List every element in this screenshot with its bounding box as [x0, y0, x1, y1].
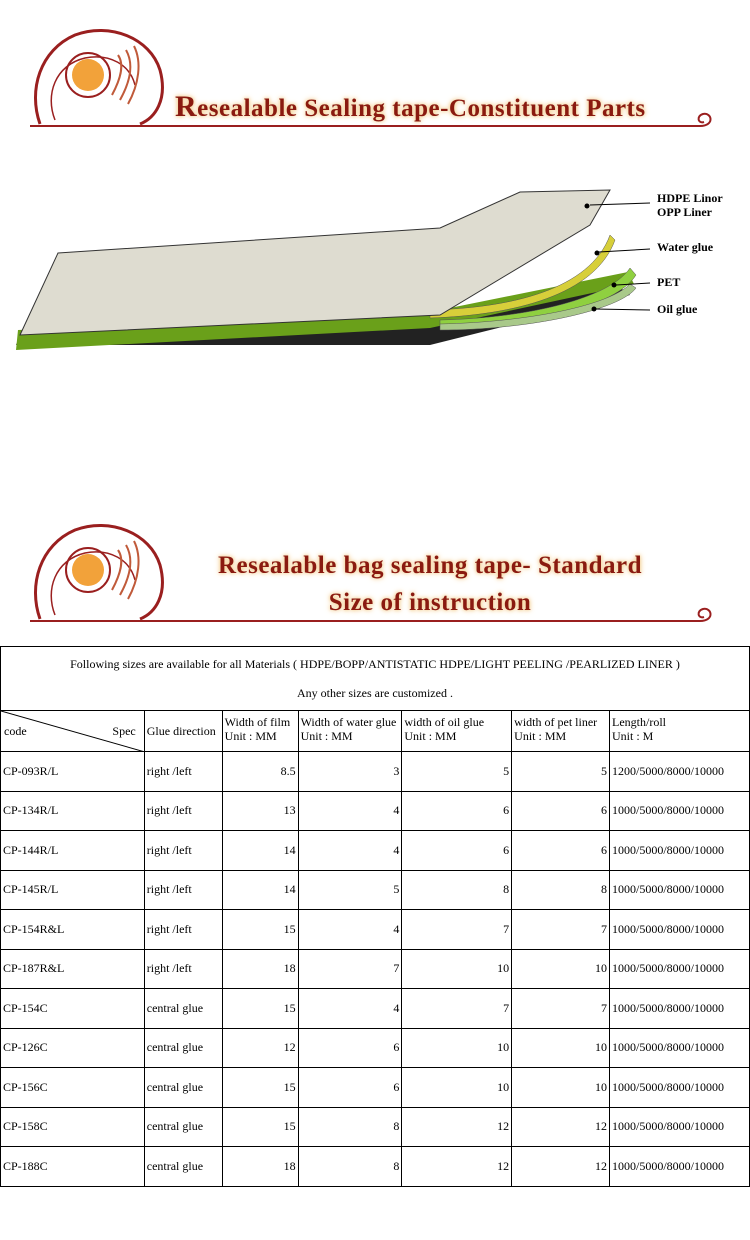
table-intro-cell	[1, 647, 750, 711]
header-length-label: Length/roll	[612, 715, 666, 729]
header-unit: Unit : MM	[514, 729, 567, 743]
label-hdpe-liner: HDPE Linor	[657, 191, 723, 205]
cell-code: CP-154C	[1, 989, 145, 1029]
cell-length-roll: 1000/5000/8000/10000	[610, 831, 750, 871]
cell-film-width: 18	[222, 1147, 298, 1187]
cell-pet-liner-width: 10	[512, 1028, 610, 1068]
label-opp-liner: OPP Liner	[657, 205, 712, 219]
cell-oil-glue-width: 12	[402, 1107, 512, 1147]
cell-water-glue-width: 4	[298, 791, 402, 831]
banner-title-line1: Resealable bag sealing tape- Standard	[217, 552, 643, 579]
cell-length-roll: 1000/5000/8000/10000	[610, 910, 750, 950]
cell-length-roll: 1000/5000/8000/10000	[610, 870, 750, 910]
cell-oil-glue-width: 6	[402, 831, 512, 871]
header-water-label: Width of water glue	[300, 715, 397, 729]
cell-film-width: 12	[222, 1028, 298, 1068]
cell-length-roll: 1000/5000/8000/10000	[610, 1028, 750, 1068]
cell-oil-glue-width: 10	[402, 1028, 512, 1068]
cell-pet-liner-width: 5	[512, 752, 610, 792]
header-pet-liner-width	[512, 711, 610, 752]
table-intro-row	[1, 647, 750, 711]
cell-pet-liner-width: 7	[512, 989, 610, 1029]
header-oil-glue-width	[402, 711, 512, 752]
banner-title	[175, 90, 646, 124]
table-row	[1, 989, 750, 1029]
cell-film-width: 18	[222, 949, 298, 989]
cell-length-roll: 1200/5000/8000/10000	[610, 752, 750, 792]
cell-oil-glue-width: 12	[402, 1147, 512, 1187]
cell-code: CP-158C	[1, 1107, 145, 1147]
cell-length-roll: 1000/5000/8000/10000	[610, 949, 750, 989]
cell-glue-direction: right /left	[144, 870, 222, 910]
cell-film-width: 14	[222, 870, 298, 910]
cell-water-glue-width: 8	[298, 1107, 402, 1147]
cell-glue-direction: right /left	[144, 910, 222, 950]
cell-glue-direction: right /left	[144, 752, 222, 792]
cell-code: CP-134R/L	[1, 791, 145, 831]
cell-water-glue-width: 8	[298, 1147, 402, 1187]
cell-glue-direction: central glue	[144, 989, 222, 1029]
cell-film-width: 13	[222, 791, 298, 831]
intro-materials-text: Following sizes are available for all Materials ( HDPE/BOPP/ANTISTATIC HDPE/LIGHT PEELING /PEARLIZED LINER )	[70, 656, 680, 671]
header-code-spec	[1, 711, 145, 752]
cell-glue-direction: right /left	[144, 831, 222, 871]
table-row	[1, 910, 750, 950]
cell-oil-glue-width: 8	[402, 870, 512, 910]
cell-code: CP-187R&L	[1, 949, 145, 989]
cell-pet-liner-width: 12	[512, 1147, 610, 1187]
cell-film-width: 15	[222, 1107, 298, 1147]
cell-oil-glue-width: 6	[402, 791, 512, 831]
cell-film-width: 14	[222, 831, 298, 871]
table-row	[1, 831, 750, 871]
cell-water-glue-width: 3	[298, 752, 402, 792]
cell-pet-liner-width: 7	[512, 910, 610, 950]
cell-oil-glue-width: 7	[402, 910, 512, 950]
header-spec: Spec	[112, 724, 136, 738]
cell-film-width: 15	[222, 910, 298, 950]
cell-code: CP-156C	[1, 1068, 145, 1108]
tape-layers-diagram	[10, 180, 750, 380]
cell-water-glue-width: 4	[298, 989, 402, 1029]
cell-water-glue-width: 4	[298, 831, 402, 871]
table-body	[1, 752, 750, 1187]
table-row	[1, 949, 750, 989]
table-row	[1, 1028, 750, 1068]
cell-glue-direction: central glue	[144, 1107, 222, 1147]
cell-water-glue-width: 5	[298, 870, 402, 910]
cell-film-width: 8.5	[222, 752, 298, 792]
cell-pet-liner-width: 6	[512, 791, 610, 831]
cell-water-glue-width: 4	[298, 910, 402, 950]
cell-glue-direction: central glue	[144, 1147, 222, 1187]
banner-title-line2: Size of instruction	[328, 589, 532, 616]
cell-pet-liner-width: 10	[512, 1068, 610, 1108]
cell-pet-liner-width: 8	[512, 870, 610, 910]
cell-length-roll: 1000/5000/8000/10000	[610, 1147, 750, 1187]
header-unit: Unit : M	[612, 729, 654, 743]
section-banner-constituent-parts	[0, 20, 750, 130]
table-row	[1, 1147, 750, 1187]
size-spec-table	[0, 646, 750, 1187]
cell-oil-glue-width: 10	[402, 1068, 512, 1108]
tape-layers-illustration	[10, 180, 750, 380]
cell-glue-direction: right /left	[144, 791, 222, 831]
banner-title-first-letter: R	[175, 90, 198, 123]
cell-code: CP-188C	[1, 1147, 145, 1187]
cell-oil-glue-width: 7	[402, 989, 512, 1029]
table-row	[1, 1107, 750, 1147]
header-water-glue-width	[298, 711, 402, 752]
cell-film-width: 15	[222, 1068, 298, 1108]
cell-oil-glue-width: 10	[402, 949, 512, 989]
cell-code: CP-145R/L	[1, 870, 145, 910]
cell-length-roll: 1000/5000/8000/10000	[610, 989, 750, 1029]
label-pet: PET	[657, 275, 681, 289]
cell-pet-liner-width: 12	[512, 1107, 610, 1147]
cell-pet-liner-width: 6	[512, 831, 610, 871]
cell-code: CP-126C	[1, 1028, 145, 1068]
cell-pet-liner-width: 10	[512, 949, 610, 989]
cell-glue-direction: right /left	[144, 949, 222, 989]
header-oil-label: width of oil glue	[404, 715, 485, 729]
header-code: code	[4, 724, 27, 738]
header-pet-label: width of pet liner	[514, 715, 598, 729]
cell-water-glue-width: 6	[298, 1028, 402, 1068]
table-header-row	[1, 711, 750, 752]
cell-code: CP-154R&L	[1, 910, 145, 950]
banner-title-rest: esealable Sealing tape-Constituent Parts	[197, 95, 646, 122]
header-unit: Unit : MM	[300, 729, 353, 743]
label-oil-glue: Oil glue	[657, 302, 698, 316]
cell-oil-glue-width: 5	[402, 752, 512, 792]
cell-length-roll: 1000/5000/8000/10000	[610, 1107, 750, 1147]
cell-code: CP-144R/L	[1, 831, 145, 871]
table-row	[1, 1068, 750, 1108]
cell-glue-direction: central glue	[144, 1028, 222, 1068]
header-length-roll	[610, 711, 750, 752]
cell-length-roll: 1000/5000/8000/10000	[610, 1068, 750, 1108]
cell-code: CP-093R/L	[1, 752, 145, 792]
table-row	[1, 791, 750, 831]
cell-glue-direction: central glue	[144, 1068, 222, 1108]
header-unit: Unit : MM	[224, 729, 277, 743]
header-film-label: Width of film	[224, 715, 291, 729]
table-row	[1, 870, 750, 910]
cell-water-glue-width: 6	[298, 1068, 402, 1108]
cell-length-roll: 1000/5000/8000/10000	[610, 791, 750, 831]
cell-water-glue-width: 7	[298, 949, 402, 989]
banner-title	[180, 547, 680, 621]
label-water-glue: Water glue	[657, 240, 714, 254]
intro-customized-text: Any other sizes are customized .	[297, 685, 453, 700]
header-unit: Unit : MM	[404, 729, 457, 743]
header-glue-direction: Glue direction	[144, 711, 222, 752]
cell-film-width: 15	[222, 989, 298, 1029]
section-banner-standard-size	[0, 515, 750, 625]
header-film-width	[222, 711, 298, 752]
table-row	[1, 752, 750, 792]
